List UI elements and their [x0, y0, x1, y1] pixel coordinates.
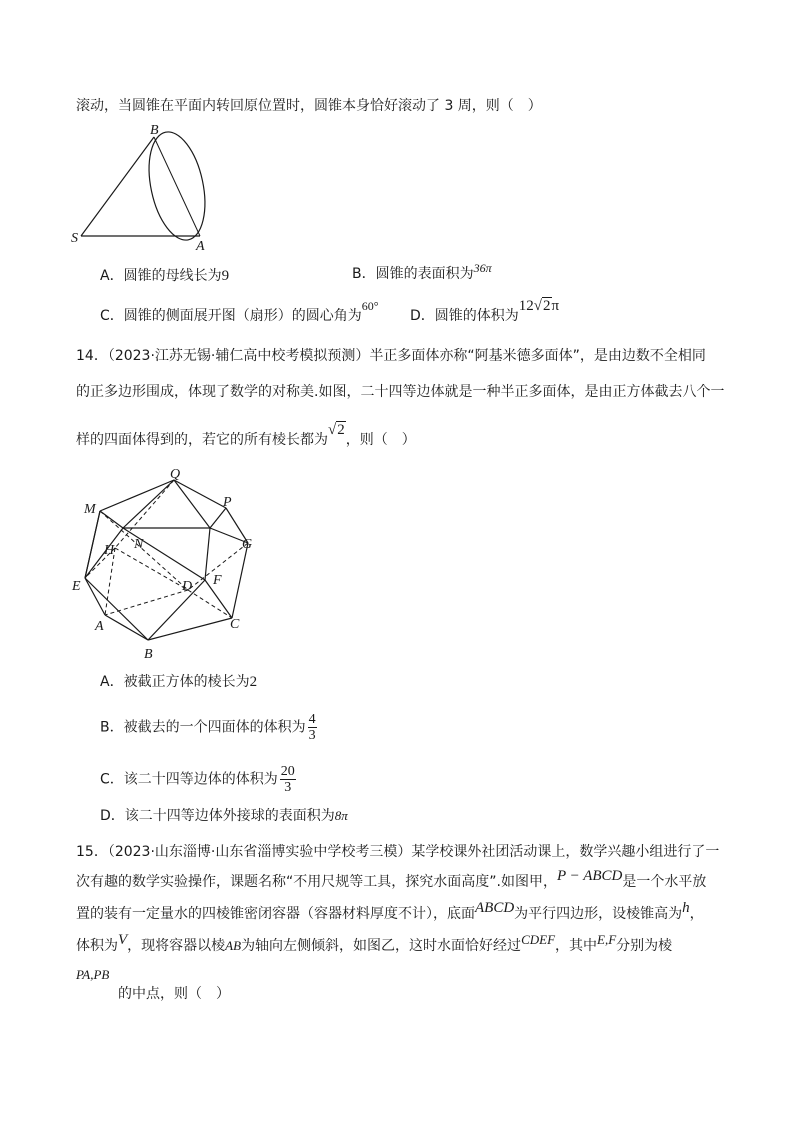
cone-generatrix-sb: [81, 137, 154, 236]
option-fraction: $\frac{4}{3}$: [308, 712, 316, 743]
option-math: 36π: [473, 261, 492, 275]
option-math: 9: [221, 268, 230, 284]
q13-stem-tail: 滚动，当圆锥在平面内转回原位置时，圆锥本身恰好滚动了 3 周，则（ ）: [76, 98, 542, 114]
label-a: A: [196, 239, 205, 254]
cone-diameter-ba: [154, 137, 200, 236]
q14-line-1: 14．（2023·江苏无锡·辅仁高中校考模拟预测）半正多面体亦称“阿基米德多面体”，是由边数不全相同: [76, 348, 706, 364]
option-text: 被截去的一个四面体的体积为: [123, 719, 306, 736]
option-text: 圆锥的体积为: [434, 308, 519, 324]
q15-line-5-text: 的中点，则（ ）: [118, 986, 230, 1002]
label-p: P: [223, 495, 232, 510]
q14-option-d[interactable]: [100, 806, 348, 826]
q15-line-1: 15．（2023·山东淄博·山东省淄博实验中学校考三模）某学校课外社团活动课上，数学兴趣小组进行了一: [76, 844, 720, 860]
label-g: G: [242, 537, 253, 552]
q15-line-5: PA,PB: [76, 967, 110, 982]
option-letter: A．: [100, 674, 124, 690]
option-math: 8π: [334, 808, 348, 823]
option-fraction: $\frac{20}{3}$: [280, 764, 295, 795]
q14-option-a[interactable]: [100, 672, 257, 692]
option-math: 12√2π: [518, 298, 560, 314]
label-b: B: [150, 123, 159, 138]
option-letter: A．: [100, 268, 124, 284]
question-number: 15．: [76, 844, 108, 860]
question-source: （2023·江苏无锡·辅仁高中校考模拟预测）: [107, 348, 370, 364]
label-q: Q: [170, 468, 181, 482]
question-number: 14．: [76, 348, 108, 364]
sqrt-two: √2: [328, 422, 345, 438]
q13-option-c[interactable]: [100, 299, 379, 326]
option-text: 该二十四等边体外接球的表面积为: [124, 808, 335, 824]
label-h: H: [104, 543, 115, 558]
option-text: 该二十四等边体的体积为: [123, 771, 278, 788]
q13-option-a[interactable]: [100, 266, 229, 286]
label-c: C: [230, 617, 240, 632]
q14-option-c[interactable]: [100, 764, 296, 795]
q13-option-b[interactable]: [352, 261, 492, 284]
q13-cone-figure: [60, 120, 230, 260]
q13-option-d[interactable]: [410, 298, 560, 326]
label-e: E: [72, 579, 81, 594]
option-text: 圆锥的侧面展开图（扇形）的圆心角为: [123, 308, 362, 324]
option-math: 60°: [361, 299, 379, 313]
label-m: M: [84, 502, 96, 517]
label-a: A: [95, 619, 104, 634]
option-text: 圆锥的表面积为: [375, 266, 474, 282]
label-b: B: [144, 647, 153, 662]
q14-polyhedron-figure: [70, 468, 270, 664]
q15-line-2: 次有趣的数学实验操作，课题名称“不用尺规等工具，探究水面高度”.如图甲，P − ABCD是一个水平放: [76, 868, 707, 890]
q15-line-3: 置的装有一定量水的四棱锥密闭容器（容器材料厚度不计），底面ABCD为平行四边形，设棱锥高为h，: [76, 900, 704, 922]
option-text: 被截正方体的棱长为: [123, 674, 250, 690]
option-letter: B．: [100, 719, 124, 736]
option-letter: B．: [352, 266, 376, 282]
option-letter: C．: [100, 308, 124, 324]
q14-line-2: 的正多边形围成，体现了数学的对称美.如图，二十四等边体就是一种半正多面体，是由正方体截去八个一: [76, 384, 725, 400]
label-n: N: [134, 537, 144, 552]
option-letter: C．: [100, 771, 124, 788]
q14-option-b[interactable]: [100, 712, 317, 743]
label-f: F: [213, 573, 222, 588]
option-letter: D．: [410, 308, 435, 324]
option-letter: D．: [100, 808, 125, 824]
label-d: D: [182, 579, 193, 594]
option-math: 2: [249, 674, 258, 690]
option-text: 圆锥的母线长为: [123, 268, 222, 284]
q15-line-4: 体积为V，现将容器以棱AB为轴向左侧倾斜，如图乙，这时水面恰好经过CDEF，其中E,F分别为棱: [76, 932, 673, 954]
q14-line-3: 样的四面体得到的，若它的所有棱长都为√2，则（ ）: [76, 422, 416, 448]
label-s: S: [71, 231, 78, 246]
